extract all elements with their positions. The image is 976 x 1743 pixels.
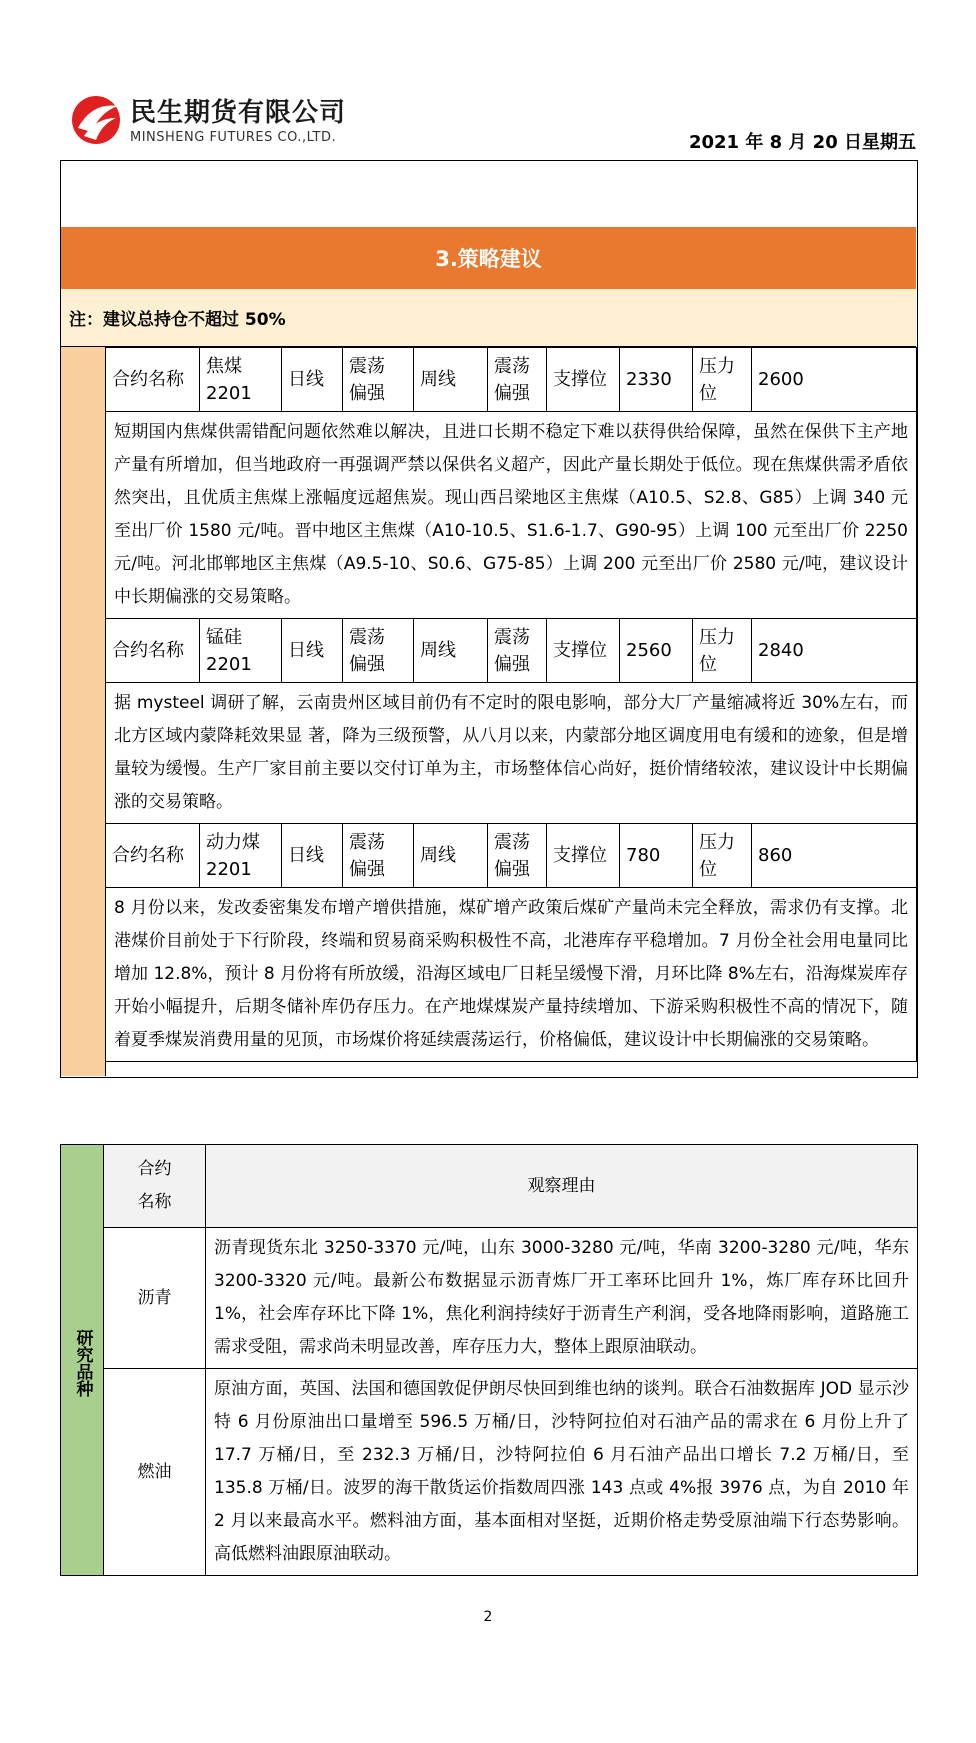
daily-label: 日线 xyxy=(282,824,343,888)
support-label: 支撑位 xyxy=(547,619,620,683)
support-label: 支撑位 xyxy=(547,348,620,412)
col-reason-header: 观察理由 xyxy=(206,1145,918,1228)
support-label: 支撑位 xyxy=(547,824,620,888)
resistance-value: 2600 xyxy=(752,348,917,412)
research-side-text: 研究品种 xyxy=(72,1328,93,1397)
research-side-label xyxy=(61,1145,104,1576)
contract-header-row xyxy=(106,619,917,683)
contracts-table xyxy=(105,347,916,1062)
contract-label: 合约名称 xyxy=(106,348,200,412)
contract-header-row xyxy=(106,824,917,888)
contract-label: 合约名称 xyxy=(106,824,200,888)
resistance-label: 压力 位 xyxy=(693,619,752,683)
col-contract-header: 合约 名称 xyxy=(104,1145,206,1228)
weekly-trend: 震荡 偏强 xyxy=(488,348,547,412)
daily-trend: 震荡 偏强 xyxy=(343,824,414,888)
weekly-label: 周线 xyxy=(414,824,488,888)
position-note: 注：建议总持仓不超过 50% xyxy=(61,289,916,347)
section-title: 3.策略建议 xyxy=(61,227,916,290)
support-value: 780 xyxy=(620,824,693,888)
company-name-cn: 民生期货有限公司 xyxy=(130,98,347,128)
page-number: 2 xyxy=(483,1609,493,1625)
weekly-trend: 震荡 偏强 xyxy=(488,619,547,683)
contract-name: 锰硅 2201 xyxy=(200,619,282,683)
contract-name: 焦煤 2201 xyxy=(200,348,282,412)
side-strip xyxy=(61,347,106,1076)
resistance-label: 压力 位 xyxy=(693,348,752,412)
support-value: 2330 xyxy=(620,348,693,412)
contract-description: 据 mysteel 调研了解，云南贵州区域目前仍有不定时的限电影响，部分大厂产量缩减将近 30%左右，而北方区域内蒙降耗效果显 著，降为三级预警，从八月以来，内蒙部分地区调度用电有缓和的迹象，但是增量较为缓慢。生产厂家目前主要以交付订单为主，市场整体信心尚好，挺价情绪较浓，建议设计中长期偏涨的交易策略。 xyxy=(106,683,917,824)
weekly-trend: 震荡 偏强 xyxy=(488,824,547,888)
contract-name: 动力煤 2201 xyxy=(200,824,282,888)
daily-trend: 震荡 偏强 xyxy=(343,348,414,412)
contract-description: 8 月份以来，发改委密集发布增产增供措施，煤矿增产政策后煤矿产量尚未完全释放，需求仍有支撑。北港煤价目前处于下行阶段，终端和贸易商采购积极性不高，北港库存平稳增加。7 月份全社会用电量同比增加 12.8%，预计 8 月份将有所放缓，沿海区域电厂日耗呈缓慢下滑，月环比降 8%左右，沿海煤炭库存开始小幅提升，后期冬储补库仍存压力。在产地煤煤炭产量持续增加、下游采购积极性不高的情况下，随着夏季煤炭消费用量的见顶，市场煤价将延续震荡运行，价格偏低，建议设计中长期偏涨的交易策略。 xyxy=(106,888,917,1062)
daily-label: 日线 xyxy=(282,619,343,683)
contract-label: 合约名称 xyxy=(106,619,200,683)
strategy-section xyxy=(60,160,918,1078)
research-row-name: 燃油 xyxy=(104,1369,206,1576)
resistance-value: 860 xyxy=(752,824,917,888)
research-row-name: 沥青 xyxy=(104,1228,206,1369)
resistance-label: 压力 位 xyxy=(693,824,752,888)
research-row-reason: 沥青现货东北 3250-3370 元/吨，山东 3000-3280 元/吨，华南 3200-3280 元/吨，华东 3200-3320 元/吨。最新公布数据显示沥青炼厂开工率环比回升 1%，炼厂库存环比回升 1%，社会库存环比下降 1%，焦化利润持续好于沥青生产利润，受各地降雨影响，道路施工需求受阻，需求尚未明显改善，库存压力大，整体上跟原油联动。 xyxy=(206,1228,918,1369)
resistance-value: 2840 xyxy=(752,619,917,683)
company-name-en: MINSHENG FUTURES CO.,LTD. xyxy=(130,130,337,145)
contract-desc-row xyxy=(106,888,917,1062)
contract-description: 短期国内焦煤供需错配问题依然难以解决，且进口长期不稳定下难以获得供给保障，虽然在保供下主产地产量有所增加，但当地政府一再强调严禁以保供名义超产，因此产量长期处于低位。现在焦煤供需矛盾依然突出，且优质主焦煤上涨幅度远超焦炭。现山西吕梁地区主焦煤（A10.5、S2.8、G85）上调 340 元至出厂价 1580 元/吨。晋中地区主焦煤（A10-10.5、S1.6-1.7、G90-95）上调 100 元至出厂价 2250 元/吨。河北邯郸地区主焦煤（A9.5-10、S0.6、G75-85）上调 200 元至出厂价 2580 元/吨，建议设计中长期偏涨的交易策略。 xyxy=(106,412,917,619)
daily-label: 日线 xyxy=(282,348,343,412)
weekly-label: 周线 xyxy=(414,348,488,412)
contract-header-row xyxy=(106,348,917,412)
research-table xyxy=(60,1144,918,1576)
company-logo-icon xyxy=(66,92,126,148)
daily-trend: 震荡 偏强 xyxy=(343,619,414,683)
blank-row xyxy=(61,161,916,228)
report-date: 2021 年 8 月 20 日星期五 xyxy=(688,132,916,153)
weekly-label: 周线 xyxy=(414,619,488,683)
contract-desc-row xyxy=(106,683,917,824)
research-row-reason: 原油方面，英国、法国和德国敦促伊朗尽快回到维也纳的谈判。联合石油数据库 JOD 显示沙特 6 月份原油出口量增至 596.5 万桶/日，沙特阿拉伯对石油产品的需求在 6 月份上升了 17.7 万桶/日，至 232.3 万桶/日，沙特阿拉伯 6 月石油产品出口增长 7.2 万桶/日，至 135.8 万桶/日。波罗的海干散货运价指数周四涨 143 点或 4%报 3976 点，为自 2010 年 2 月以来最高水平。燃料油方面，基本面相对坚挺，近期价格走势受原油端下行态势影响。高低燃料油跟原油联动。 xyxy=(206,1369,918,1576)
contract-desc-row xyxy=(106,412,917,619)
support-value: 2560 xyxy=(620,619,693,683)
